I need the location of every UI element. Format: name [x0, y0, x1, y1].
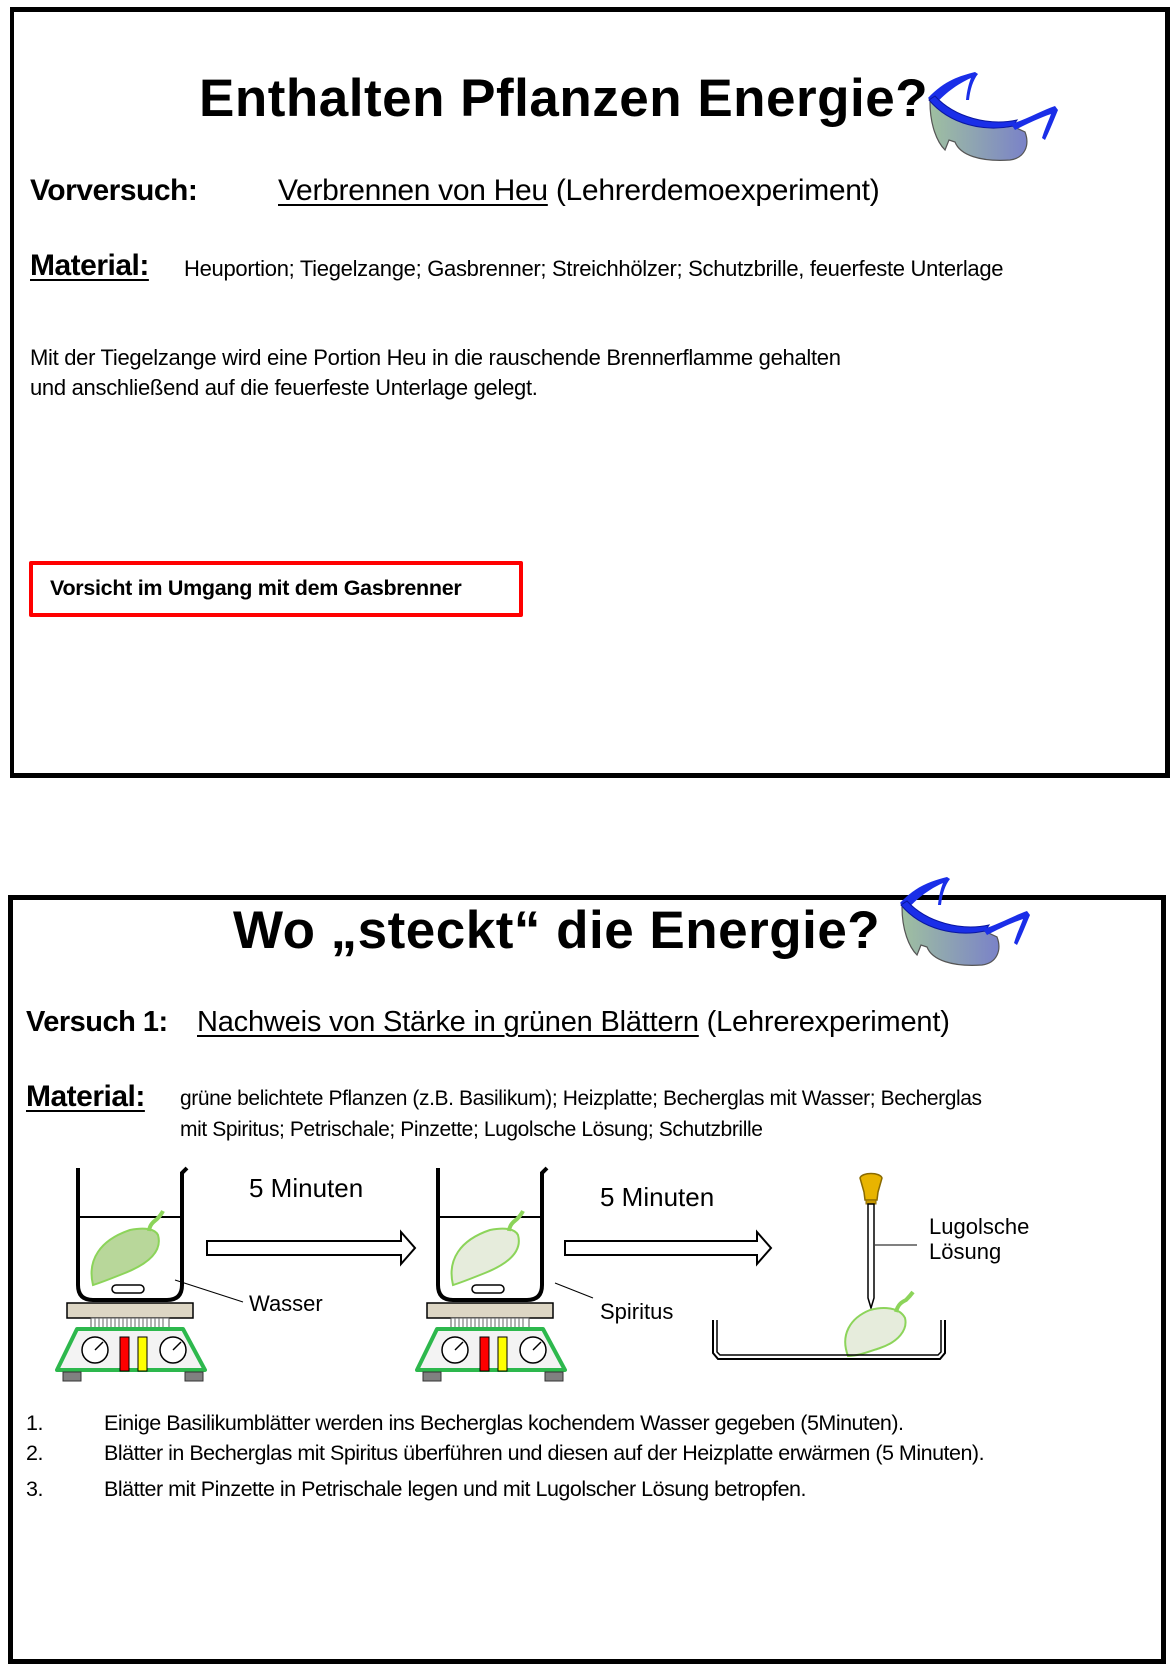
petri-dish-with-pipette [710, 1170, 960, 1365]
list-item: 3. Blätter mit Pinzette in Petrischale legen und mit Lugolscher Lösung betropfen. [26, 1477, 806, 1501]
material-list-line-1: grüne belichtete Pflanzen (z.B. Basilikum); Heizplatte; Becherglas mit Wasser; Becherglas [180, 1087, 982, 1110]
warning-text: Vorsicht im Umgang mit dem Gasbrenner [50, 576, 462, 600]
material-label: Material: [26, 1080, 145, 1113]
procedure-steps [26, 1411, 1146, 1507]
procedure-line-1: Mit der Tiegelzange wird eine Portion Heu in die rauschende Brennerflamme gehalten [30, 345, 841, 370]
material-label: Material: [30, 249, 149, 282]
material-list: Heuportion; Tiegelzange; Gasbrenner; Streichhölzer; Schutzbrille, feuerfeste Unterlage [184, 256, 1004, 281]
arrow-right-icon [205, 1230, 417, 1266]
list-item: 1. Einige Basilikumblätter werden ins Becherglas kochendem Wasser gegeben (5Minuten). [26, 1411, 904, 1435]
experiment-name: Nachweis von Stärke in grünen Blättern [197, 1006, 699, 1038]
list-item: 2. Blätter in Becherglas mit Spiritus überführen und diesen auf der Heizplatte erwärmen (5 Minuten). [26, 1441, 985, 1465]
pipette-label-line-2: Lösung [929, 1239, 1002, 1264]
page-title-2: Wo „steckt“ die Energie? [233, 901, 881, 960]
experiment-type: (Lehrerdemoexperiment) [555, 174, 880, 207]
label-leader-line [555, 1282, 595, 1302]
experiment-label: Vorversuch: [30, 174, 198, 207]
safety-goggles-icon [897, 875, 1037, 970]
beaker-on-hotplate-spirit [415, 1165, 575, 1393]
arrow-label-1: 5 Minuten [249, 1173, 364, 1203]
beaker-label-spirit: Spiritus [600, 1299, 674, 1324]
label-leader-line [175, 1278, 245, 1308]
procedure-line-2: und anschließend auf die feuerfeste Unterlage gelegt. [30, 375, 538, 400]
beaker-label-water: Wasser [249, 1291, 323, 1316]
pipette-label-line-1: Lugolsche [929, 1214, 1030, 1239]
page-title-1: Enthalten Pflanzen Energie? [199, 69, 929, 128]
experiment-type: (Lehrerexperiment) [706, 1006, 950, 1038]
material-list-line-2: mit Spiritus; Petrischale; Pinzette; Lugolsche Lösung; Schutzbrille [180, 1118, 763, 1141]
safety-goggles-icon [925, 70, 1065, 165]
experiment-label: Versuch 1: [26, 1006, 168, 1038]
experiment-name: Verbrennen von Heu [278, 174, 548, 207]
arrow-label-2: 5 Minuten [600, 1182, 715, 1212]
